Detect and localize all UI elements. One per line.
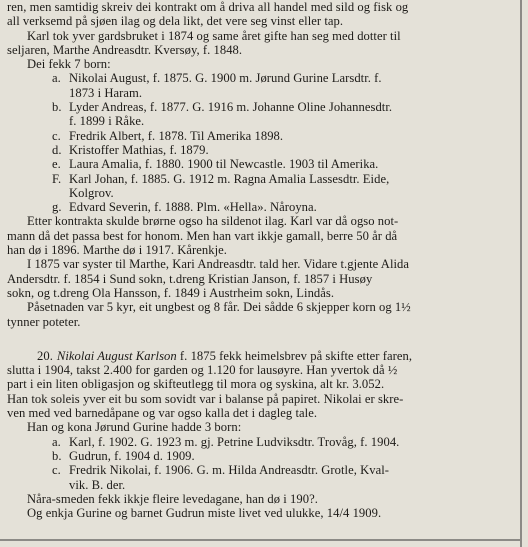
- text-line: mann då det passa best for honom. Men han vart ikkje gamall, berre 50 år då: [7, 228, 398, 243]
- entry-text: f. 1875 fekk heimelsbrev på skifte etter faren,: [176, 348, 413, 363]
- list-item: [7, 449, 517, 463]
- text-line: Nåra-smeden fekk ikkje fleire levedagane, han dø i 190?.: [27, 491, 318, 506]
- text-line: Etter kontrakta skulde brørne ogso ha sildenot ilag. Karl var då ogso not-: [27, 214, 399, 229]
- entry-name: Nikolai August Karlson: [56, 348, 177, 363]
- text-line: Andersdtr. f. 1854 i Sund sokn, t.dreng Kristian Janson, f. 1857 i Husøy: [7, 271, 373, 286]
- list-text: Lyder Andreas, f. 1877. G. 1916 m. Johanne Oline Johannesdtr.: [69, 100, 393, 115]
- children-intro: Dei fekk 7 born:: [27, 57, 111, 72]
- text-line: all verksemd på sjøen ilag og dela likt, det vere seg vinst eller tap.: [7, 14, 344, 29]
- page-text: [7, 0, 517, 520]
- list-item: [7, 71, 517, 100]
- list-text: vik. B. der.: [69, 477, 126, 492]
- text-line: ven med ved barnedåpane og var ogso kalla det i dagleg tale.: [7, 406, 318, 421]
- list-item: [7, 157, 517, 171]
- paragraph-contract: [7, 0, 517, 29]
- list-label: d.: [52, 142, 62, 157]
- list-text: 1873 i Haram.: [69, 85, 143, 100]
- text-line: tynner poteter.: [7, 314, 81, 329]
- text-line: Han tok soleis yver eit bu som sovidt var i balanse på papiret. Nikolai er skre-: [7, 391, 404, 406]
- list-label: g.: [52, 200, 62, 215]
- children2-list: [7, 435, 517, 492]
- entry-20: [7, 349, 517, 420]
- list-label: e.: [52, 157, 61, 172]
- list-text: Gudrun, f. 1904 d. 1909.: [69, 448, 195, 463]
- page-border-right: [520, 0, 522, 547]
- list-label: b.: [52, 100, 62, 115]
- text-line: Og enkja Gurine og barnet Gudrun miste livet ved ulukke, 14/4 1909.: [27, 506, 382, 521]
- list-item: [7, 172, 517, 201]
- text-line: I 1875 var syster til Marthe, Kari Andreasdtr. tald her. Vidare t.gjente Alida: [27, 257, 410, 272]
- list-text: Laura Amalia, f. 1880. 1900 til Newcastle. 1903 til Amerika.: [69, 157, 379, 172]
- children-list: [7, 71, 517, 214]
- text-line: seljaren, Marthe Andreasdtr. Kversøy, f. 1848.: [7, 42, 243, 57]
- children2-intro: Han og kona Jørund Gurine hadde 3 born:: [27, 420, 242, 435]
- section-gap: [7, 329, 517, 349]
- text-line: part i ein liten obligasjon og skifteutlegg til mora og syskina, alt kr. 3.052.: [7, 377, 385, 392]
- list-label: c.: [52, 463, 61, 478]
- list-item: [7, 200, 517, 214]
- list-text: f. 1899 i Råke.: [69, 114, 145, 129]
- paragraph-seine-net: [7, 214, 517, 257]
- list-item: [7, 100, 517, 129]
- list-text: Kristoffer Mathias, f. 1879.: [69, 142, 209, 157]
- text-line: han dø i 1896. Marthe dø i 1917. Kårenkje.: [7, 243, 227, 258]
- page-border-bottom: [0, 539, 522, 541]
- list-text: Nikolai August, f. 1875. G. 1900 m. Jørund Gurine Larsdtr. f.: [69, 71, 382, 86]
- list-item: [7, 129, 517, 143]
- list-label: a.: [52, 71, 61, 86]
- text-line: Karl tok yver gardsbruket i 1874 og same året gifte han seg med dotter til: [27, 28, 401, 43]
- list-text: Kolgrov.: [69, 185, 114, 200]
- list-label: c.: [52, 128, 61, 143]
- list-label: F.: [52, 171, 62, 186]
- list-label: a.: [52, 434, 61, 449]
- paragraph-census-1875: [7, 257, 517, 300]
- list-label: b.: [52, 448, 62, 463]
- list-text: Fredrik Albert, f. 1878. Til Amerika 1898.: [69, 128, 284, 143]
- text-line: ren, men samtidig skreiv dei kontrakt om å driva all handel med sild og fisk og: [7, 0, 409, 14]
- paragraph-karl-farm: [7, 29, 517, 58]
- list-text: Karl, f. 1902. G. 1923 m. gj. Petrine Ludviksdtr. Trovåg, f. 1904.: [69, 434, 400, 449]
- text-line: sokn, og t.dreng Ola Hansson, f. 1849 i Austrheim sokn, Lindås.: [7, 285, 335, 300]
- list-item: [7, 435, 517, 449]
- paragraph-closing: [7, 492, 517, 521]
- list-item: [7, 463, 517, 492]
- list-text: Edvard Severin, f. 1888. Plm. «Hella». Nåroyna.: [69, 200, 317, 215]
- list-text: Karl Johan, f. 1885. G. 1912 m. Ragna Amalia Lassesdtr. Eide,: [69, 171, 390, 186]
- text-line: slutta i 1904, takst 2.400 for garden og 1.120 for lausøyre. Han yvertok då ½: [7, 363, 398, 378]
- entry-number: 20.: [37, 348, 53, 363]
- list-item: [7, 143, 517, 157]
- paragraph-livestock: [7, 300, 517, 329]
- text-line: Påsetnaden var 5 kyr, eit ungbest og 8 får. Dei sådde 6 skjepper korn og 1½: [27, 300, 411, 315]
- list-text: Fredrik Nikolai, f. 1906. G. m. Hilda Andreasdtr. Grotle, Kval-: [69, 463, 390, 478]
